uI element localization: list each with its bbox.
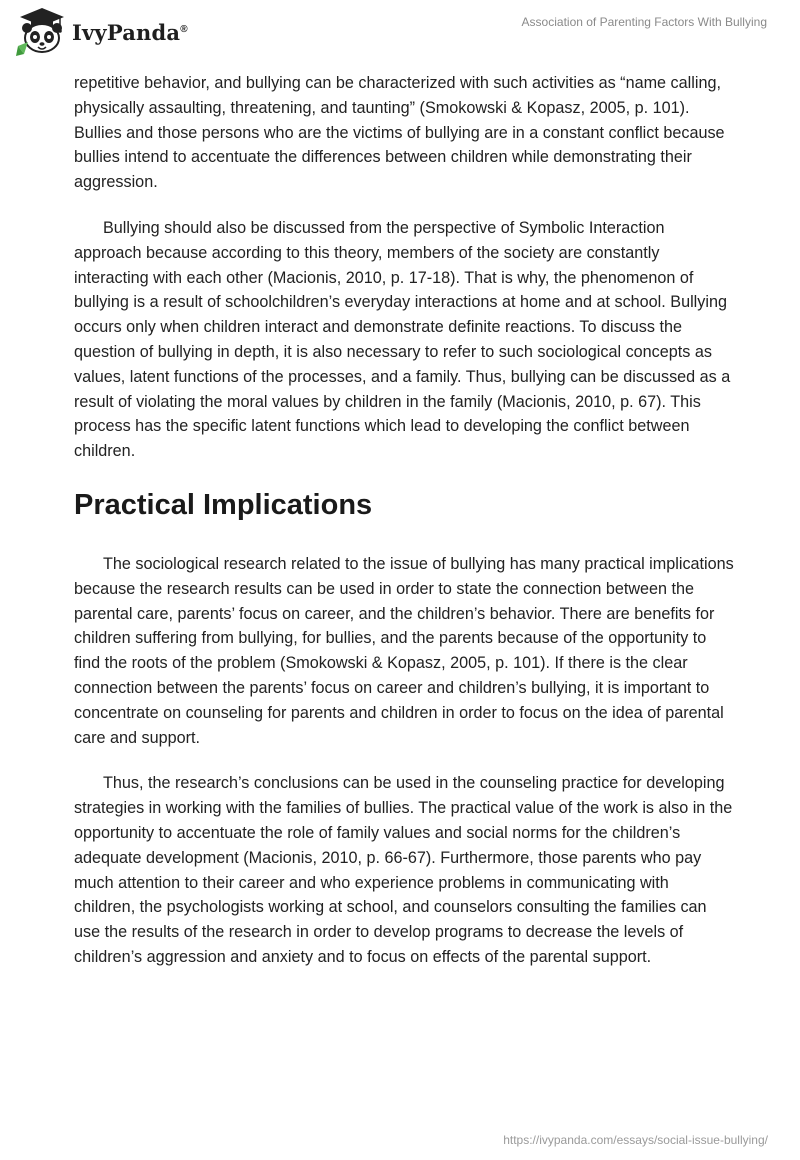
registered-mark: ®: [180, 23, 188, 35]
paragraph-continued: repetitive behavior, and bullying can be characterized with such activities as “name calling, physically assaulting, threatening, and taunting” (Smokowski & Kopasz, 2005, p. 101). Bullies and those persons who are the victims of bullying are in a constant conflict because bullies intend to accentuate the differences between children while demonstrating their aggression.: [74, 74, 725, 192]
paragraph-symbolic-interaction: Bullying should also be discussed from the perspective of Symbolic Interaction approach because according to this theory, members of the society are constantly interacting with each other (Macionis, 2010, p. 17-18). That is why, the phenomenon of bullying is a result of schoolchildren’s everyday interactions at home and at school. Bullying occurs only when children interact and demonstrate definite reactions. To discuss the question of bullying in depth, it is also necessary to refer to such sociological concepts as values, latent functions of the processes, and a family. Thus, bullying can be discussed as a result of violating the moral values by children in the family (Macionis, 2010, p. 67). This process has the specific latent functions which lead to developing the conflict between children.: [74, 218, 731, 461]
page-header: [0, 0, 800, 62]
section-heading-practical-implications: Practical Implications: [74, 488, 373, 521]
paragraph-practical-2: Thus, the research’s conclusions can be used in the counseling practice for developing strategies in working with the families of bullies. The practical value of the work is also in the opportunity to accentuate the role of family values and social norms for the children’s adequate development (Macionis, 2010, p. 66-67). Furthermore, those parents who pay much attention to their career and who experience problems in communicating with children, the psychologists working at school, and counselors consulting the families can use the results of the research in order to develop programs to decrease the levels of children’s aggression and anxiety and to focus on effects of the parental support.: [74, 774, 733, 966]
brand-name: IvyPanda®: [72, 19, 188, 45]
document-title: Association of Parenting Factors With Bullying: [521, 15, 767, 29]
panda-graduate-icon: [14, 6, 70, 58]
paragraph-practical-1: The sociological research related to the issue of bullying has many practical implications because the research results can be used in order to state the connection between the parental care, parents’ focus on career, and the children’s behavior. There are benefits for children suffering from bullying, for bullies, and the parents because of the opportunity to find the roots of the problem (Smokowski & Kopasz, 2005, p. 101). If there is the clear connection between the parents’ focus on career and children’s bullying, it is important to concentrate on counseling for parents and children in order to focus on the idea of parental care and support.: [74, 554, 734, 747]
essay-content: [74, 71, 734, 991]
logo[interactable]: [14, 6, 188, 58]
source-url[interactable]: https://ivypanda.com/essays/social-issue-bullying/: [503, 1133, 768, 1147]
